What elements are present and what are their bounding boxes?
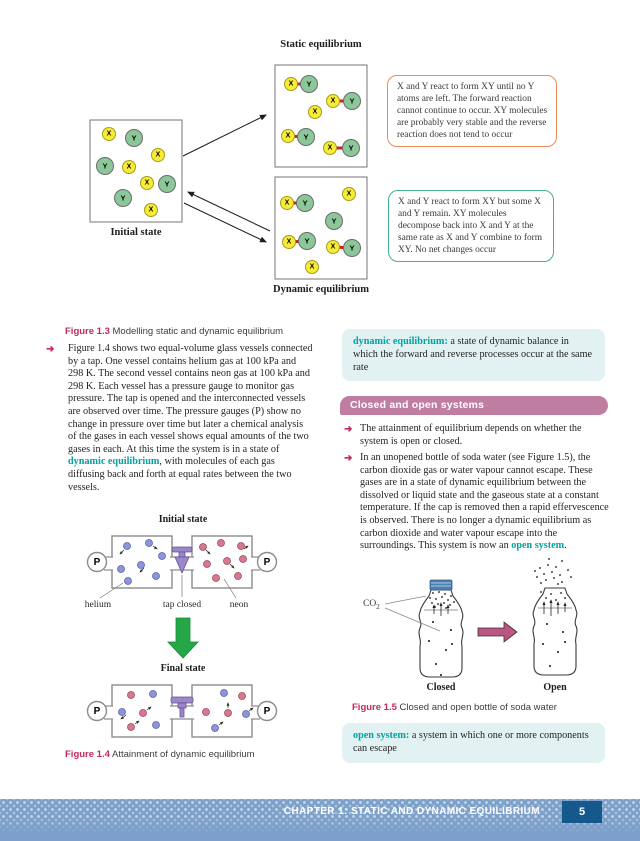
section-header-closed-open-systems: Closed and open systems bbox=[340, 396, 608, 415]
svg-text:Y: Y bbox=[331, 216, 337, 226]
right-paragraph2-bullet: ➜ bbox=[344, 453, 353, 464]
static-note: X and Y react to form XY until no Y atoms are left. The forward reaction cannot continue to occur. XY molecules are probably very stable and the reverse reaction does not tend to occur bbox=[387, 75, 557, 147]
left-paragraph-bullet: ➜ bbox=[46, 344, 55, 355]
neon-label: neon bbox=[229, 600, 249, 610]
svg-text:X: X bbox=[106, 130, 112, 138]
left-paragraph-part1: Figure 1.4 shows two equal-volume glass vessels connected by a tap. One vessel contains helium gas at 100 kPa and 298 K. The second vessel contains neon gas at 100 kPa and 298 K. Each vessel has a pressure gauge to monitor gas pressure. The tap is opened and the interconnected vessels are observed over time. The pressure gauges (P) show no change in pressure over time but later a chemical analysis of the gases in each vessel shows equal amounts of the two gases in each. At this time the system is in a state of bbox=[68, 343, 313, 455]
definition2-term: open system: bbox=[353, 730, 410, 741]
co2-text: CO bbox=[363, 599, 377, 609]
tap-closed-label: tap closed bbox=[162, 600, 202, 610]
right-paragraph2-part1: In an unopened bottle of soda water (see Figure 1.5), the carbon dioxide gas or water vapour cannot escape. These gases are in a state of dynamic equilibrium between the dissolved or liquid state and the gaseous state at a constant temperature. If the cap is removed then a rapid effervescence is observed. There is no longer a dynamic equilibrium as carbon dioxide and water vapour escape into the surroundings. This system is now an bbox=[360, 452, 609, 552]
figure-1-5-caption-label: Figure 1.5 bbox=[352, 702, 397, 713]
figure-1-5-caption-text: Closed and open bottle of soda water bbox=[396, 702, 557, 713]
open-system-definition-box bbox=[342, 723, 605, 763]
page-number-badge: 5 bbox=[562, 801, 602, 823]
svg-text:X: X bbox=[155, 151, 161, 159]
static-equilibrium-label: Static equilibrium bbox=[280, 39, 362, 50]
dynamic-equilibrium-label: Dynamic equilibrium bbox=[273, 284, 369, 295]
figure-1-4-caption-label: Figure 1.4 bbox=[65, 749, 110, 760]
right-paragraph1: The attainment of equilibrium depends on whether the system is open or closed. bbox=[360, 423, 582, 447]
definition2-text: a system in which one or more components can escape bbox=[353, 730, 589, 754]
svg-text:P: P bbox=[93, 557, 101, 568]
svg-text:Y: Y bbox=[131, 133, 137, 143]
fig14-final-state-label: Final state bbox=[160, 663, 206, 674]
dynamic-equilibrium-box bbox=[275, 177, 367, 279]
footer-bar bbox=[0, 799, 640, 841]
svg-text:X: X bbox=[126, 163, 132, 171]
fig14-initial-state-label: Initial state bbox=[158, 514, 208, 525]
svg-text:Y: Y bbox=[164, 179, 170, 189]
figure-1-3-caption-text: Modelling static and dynamic equilibrium bbox=[109, 326, 284, 337]
definition1-term: dynamic equilibrium: bbox=[353, 336, 448, 347]
fig14-final-vessels bbox=[88, 685, 277, 737]
svg-text:X: X bbox=[327, 144, 333, 152]
svg-text:Y: Y bbox=[120, 193, 126, 203]
dynamic-note: X and Y react to form XY but some X and Y remain. XY molecules decompose back into X and Y at the same rate as X and Y combine to form XY. No net changes occur bbox=[388, 190, 554, 262]
dynamic-equilibrium-term: dynamic equilibrium bbox=[68, 456, 160, 468]
open-bottle bbox=[533, 558, 577, 675]
svg-text:X: X bbox=[312, 108, 318, 116]
svg-text:X: X bbox=[144, 179, 150, 187]
svg-text:Y: Y bbox=[349, 243, 355, 253]
co2-label bbox=[363, 599, 380, 611]
left-paragraph bbox=[68, 343, 313, 494]
figure-1-4-caption-text: Attainment of dynamic equilibrium bbox=[109, 749, 255, 760]
closed-bottle bbox=[385, 580, 463, 677]
svg-text:X: X bbox=[330, 97, 336, 105]
initial-state-box bbox=[90, 120, 182, 222]
svg-text:P: P bbox=[93, 706, 101, 717]
svg-text:X: X bbox=[148, 206, 154, 214]
initial-state-label: Initial state bbox=[110, 227, 162, 238]
figure-1-4-caption bbox=[65, 749, 315, 760]
open-bottle-label: Open bbox=[543, 682, 567, 693]
svg-text:P: P bbox=[263, 557, 271, 568]
open-system-term: open system bbox=[511, 540, 565, 552]
svg-text:Y: Y bbox=[304, 236, 310, 246]
svg-text:Y: Y bbox=[306, 79, 312, 89]
static-equilibrium-box bbox=[275, 65, 367, 167]
svg-text:P: P bbox=[263, 706, 271, 717]
figure-1-5-caption bbox=[352, 702, 612, 713]
escaping-gas-dots bbox=[534, 558, 572, 585]
svg-text:X: X bbox=[346, 190, 352, 198]
closed-bottle-label: Closed bbox=[426, 682, 456, 693]
footer-chapter-title: CHAPTER 1: STATIC AND DYNAMIC EQUILIBRIUM bbox=[283, 806, 540, 817]
left-paragraph-part2: , with molecules of each gas diffusing back and forth at equal rates between the two vessels. bbox=[68, 456, 292, 493]
svg-text:X: X bbox=[284, 199, 290, 207]
right-paragraph2-part2: . bbox=[564, 540, 567, 552]
fig14-initial-vessels bbox=[88, 536, 277, 598]
pink-arrow-right bbox=[478, 622, 517, 642]
figure-1-3-caption bbox=[65, 326, 335, 337]
svg-text:X: X bbox=[288, 80, 294, 88]
right-paragraph1-bullet: ➜ bbox=[344, 424, 353, 435]
svg-text:Y: Y bbox=[349, 96, 355, 106]
helium-label: helium bbox=[84, 600, 112, 610]
definition1-text: a state of dynamic balance in which the forward and reverse processes occur at the same rate bbox=[353, 336, 593, 373]
svg-text:Y: Y bbox=[302, 198, 308, 208]
svg-text:X: X bbox=[285, 132, 291, 140]
svg-text:Y: Y bbox=[348, 143, 354, 153]
figure-1-3-caption-label: Figure 1.3 bbox=[65, 326, 110, 337]
reaction-arrows bbox=[183, 115, 270, 242]
bottle-cap bbox=[430, 580, 452, 590]
svg-text:X: X bbox=[309, 263, 315, 271]
green-arrow-down bbox=[168, 618, 198, 658]
co2-subscript: 2 bbox=[376, 602, 380, 611]
svg-text:X: X bbox=[330, 243, 336, 251]
dynamic-equilibrium-definition-box bbox=[342, 329, 605, 381]
svg-text:Y: Y bbox=[303, 132, 309, 142]
right-paragraph2 bbox=[360, 452, 612, 553]
svg-text:X: X bbox=[286, 238, 292, 246]
svg-text:Y: Y bbox=[102, 161, 108, 171]
